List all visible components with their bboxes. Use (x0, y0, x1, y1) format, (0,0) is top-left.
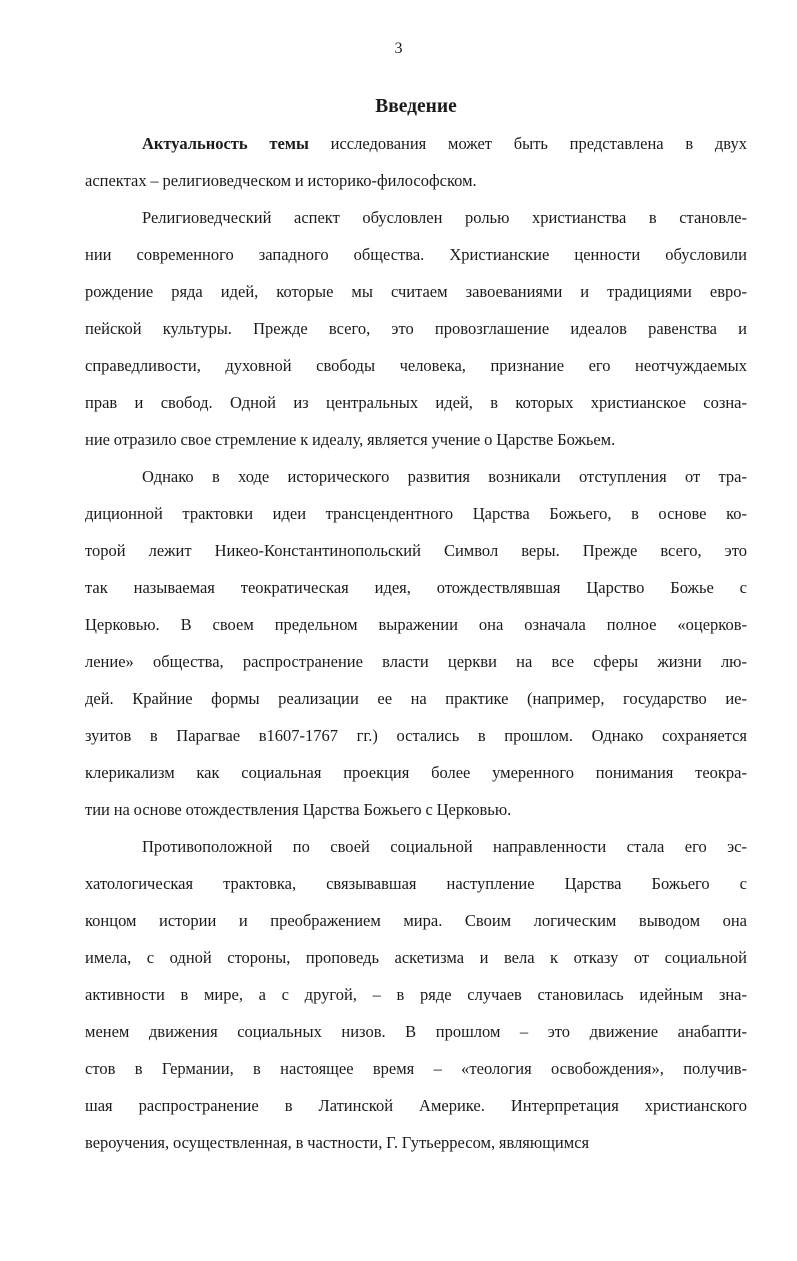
text-line: ление» общества, распространение власти церкви на все сферы жизни лю- (85, 652, 747, 671)
text-line: Однако в ходе исторического развития возникали отступления от тра- (142, 467, 747, 486)
text-line: аспектах – религиоведческом и историко-философском. (85, 171, 477, 190)
text-line: Актуальность темы исследования может быть представлена в двух (142, 134, 747, 153)
text-line: имела, с одной стороны, проповедь аскетизма и вела к отказу от социальной (85, 948, 747, 967)
text-line: тии на основе отождествления Царства Божьего с Церковью. (85, 800, 512, 819)
paragraph (85, 458, 747, 828)
paragraph (85, 828, 747, 1161)
text-line: вероучения, осуществленная, в частности, Г. Гутьерресом, являющимся (85, 1133, 590, 1152)
text-line: диционной трактовки идеи трансцендентного Царства Божьего, в основе ко- (85, 504, 747, 523)
text-line: Церковью. В своем предельном выражении она означала полное «оцерков- (85, 615, 747, 634)
page-title: Введение (375, 96, 457, 117)
text-line: зуитов в Парагвае в1607-1767 гг.) остались в прошлом. Однако сохраняется (85, 726, 747, 745)
text-line: так называемая теократическая идея, отождествлявшая Царство Божье с (85, 578, 747, 597)
text-line: справедливости, духовной свободы человека, признание его неотчуждаемых (85, 356, 747, 375)
text-line: ние отразило свое стремление к идеалу, является учение о Царстве Божьем. (85, 430, 616, 449)
text-line: шая распространение в Латинской Америке. Интерпретация христианского (85, 1096, 747, 1115)
text-line: Религиоведческий аспект обусловлен ролью христианства в становле- (142, 208, 747, 227)
paragraph-lead-bold: Актуальность темы (142, 134, 309, 153)
text-line: хатологическая трактовка, связывавшая наступление Царства Божьего с (85, 874, 747, 893)
text-line: активности в мире, а с другой, – в ряде случаев становилась идейным зна- (85, 985, 747, 1004)
paragraph (85, 125, 747, 199)
text-line: нии современного западного общества. Христианские ценности обусловили (85, 245, 747, 264)
text-line: рождение ряда идей, которые мы считаем завоеваниями и традициями евро- (85, 282, 747, 301)
page-number: 3 (394, 40, 403, 57)
text-line: концом истории и преображением мира. Своим логическим выводом она (85, 911, 747, 930)
text-line: клерикализм как социальная проекция более умеренного понимания теокра- (85, 763, 747, 782)
text-line: Противоположной по своей социальной направленности стала его эс- (142, 837, 747, 856)
paragraph (85, 199, 747, 458)
text-line: торой лежит Никео-Константинопольский Символ веры. Прежде всего, это (85, 541, 747, 560)
text-line: дей. Крайние формы реализации ее на практике (например, государство ие- (85, 689, 747, 708)
content (85, 88, 747, 1161)
text-line: менем движения социальных низов. В прошлом – это движение анабапти- (85, 1022, 747, 1041)
text-line: прав и свобод. Одной из центральных идей, в которых христианское созна- (85, 393, 747, 412)
text-line: пейской культуры. Прежде всего, это провозглашение идеалов равенства и (85, 319, 747, 338)
document-body (85, 125, 747, 1161)
text-line: стов в Германии, в настоящее время – «теология освобождения», получив- (85, 1059, 747, 1078)
